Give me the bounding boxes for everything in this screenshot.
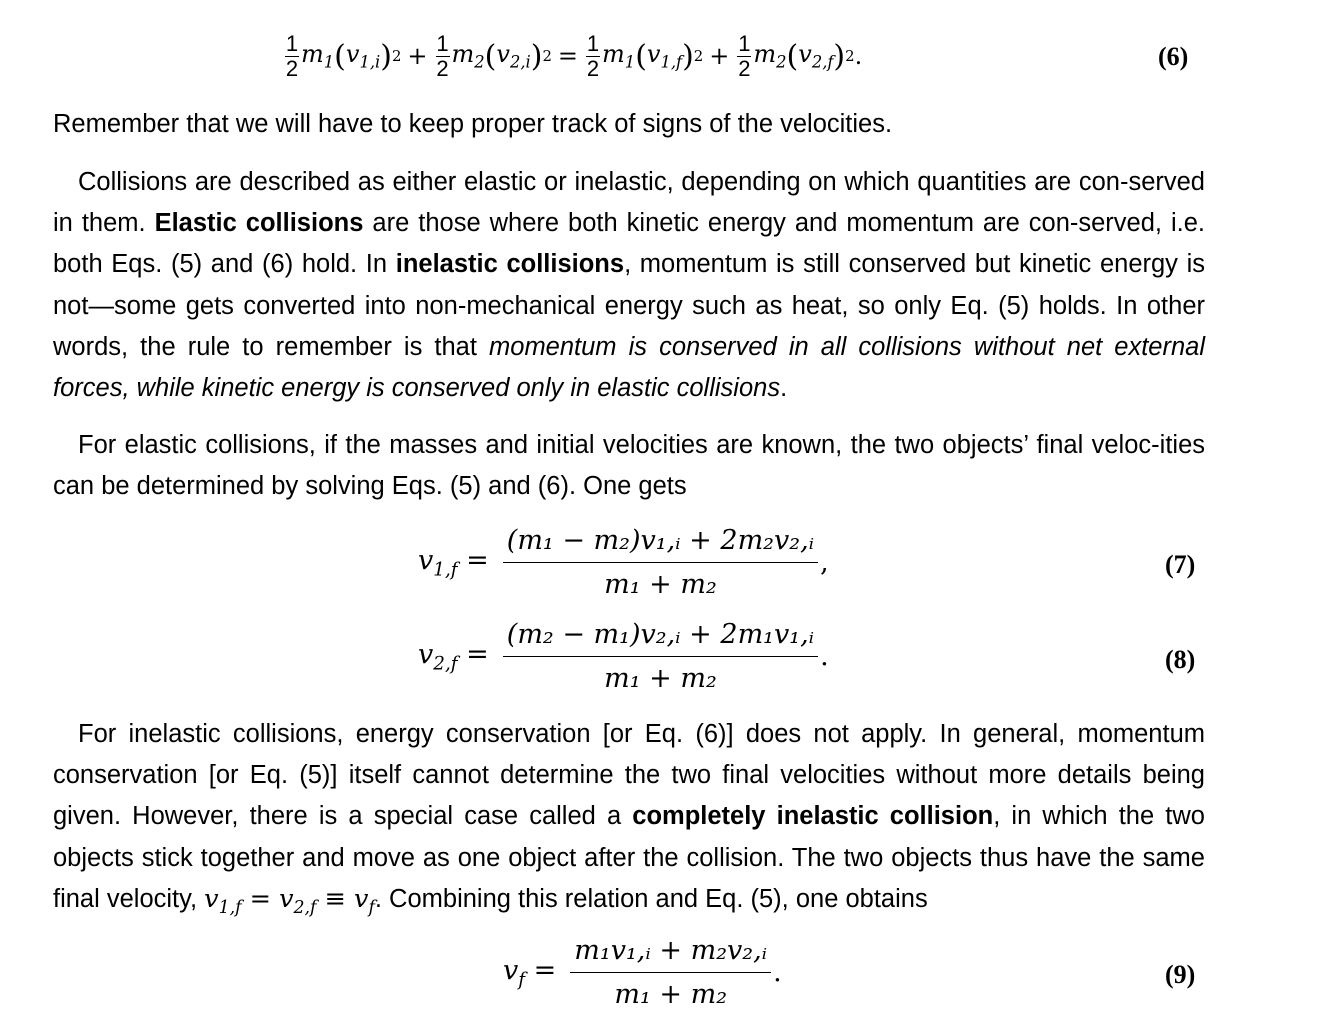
paragraph-inelastic: For inelastic collisions, energy conservation [or Eq. (6)] does not apply. In general, momentum conservation [or Eq. (5)] itself cannot determine the two final velocities without more details being given. However, there is a special case called a completely inelastic collision, in which the two objects stick together and move as one object after the collision. The two objects thus have the same final velocity, $v_{1,f} = v_{2,f} \equiv v_f$. Combining this relation and Eq. (5), one obtains <box>53 720 1205 918</box>
paragraph-collision-types: Collisions are described as either elastic or inelastic, depending on which quantities are con-served in them. Elastic collisions are those where both kinetic energy and momentum are con-served, i.e. both Eqs. (5) and (6) hold. In inelastic collisions, momentum is still conserved but kinetic energy is not—some gets converted into non-mechanical energy such as heat, so only Eq. (5) holds. In other words, the rule to remember is that momentum is conserved in all collisions without net external forces, while kinetic energy is conserved only in elastic collisions. <box>53 168 1206 403</box>
fraction-7: $\frac{\text{(m₁ − m₂)v₁,ᵢ + 2m₂v₂,ᵢ}}{\text{m₁ + m₂}}$ <box>503 525 818 600</box>
equation-8: $v_{2,f}$ = $\frac{\text{(m₂ − m₁)v₂,ᵢ + 2m₁v₁,ᵢ}}{\text{m₁ + m₂}}$ . <box>418 619 829 694</box>
conservation-rule: momentum is conserved in all collisions without net external forces, while kinetic energy is conserved only in elastic collisions <box>53 332 1206 403</box>
equation-9: $v_f$ = $\frac{\text{m₁v₁,ᵢ + m₂v₂,ᵢ}}{\text{m₁ + m₂}}$ . <box>503 935 782 1010</box>
equation-number-8: (8) <box>1165 645 1196 674</box>
fraction-one-half: 1 2 <box>285 30 299 81</box>
equation-number-7: (7) <box>1165 550 1196 579</box>
equation-6: 1 2 $m_1$ ( $v_{1,i}$ ) 2 + 1 2 $m_2$ ( $v_{2,i}$ ) 2 = 1 2 $m_1$ ( $v_{1,f}$ ) 2 + 1 2 $m_2$ ( $v_{2,f}$ ) 2 . <box>285 30 863 81</box>
fraction-8: $\frac{\text{(m₂ − m₁)v₂,ᵢ + 2m₁v₁,ᵢ}}{\text{m₁ + m₂}}$ <box>503 619 818 694</box>
fraction-9: $\frac{\text{m₁v₁,ᵢ + m₂v₂,ᵢ}}{\text{m₁ + m₂}}$ <box>570 935 771 1010</box>
term-completely-inelastic-collision: completely inelastic collision <box>632 802 994 831</box>
inline-math-final-velocity: $v_{1,f} = v_{2,f} \equiv v_f$ <box>204 883 375 918</box>
fraction-one-half: 1 2 <box>436 30 449 81</box>
equation-number-9: (9) <box>1165 960 1196 989</box>
paragraph-elastic-solution: For elastic collisions, if the masses and initial velocities are known, the two objects’ final veloc-ities can be determined by solving Eqs. (5) and (6). One gets <box>53 431 1205 501</box>
term-elastic-collisions: Elastic collisions <box>154 209 364 238</box>
paragraph-sign-note: Remember that we will have to keep proper track of signs of the velocities. <box>53 110 893 138</box>
equation-number-6: (6) <box>1158 42 1189 71</box>
fraction-one-half: 1 2 <box>586 30 600 81</box>
fraction-one-half: 1 2 <box>738 30 751 81</box>
equation-7: $v_{1,f}$ = $\frac{\text{(m₁ − m₂)v₁,ᵢ + 2m₂v₂,ᵢ}}{\text{m₁ + m₂}}$ , <box>418 525 829 600</box>
term-inelastic-collisions: inelastic collisions <box>395 250 625 279</box>
